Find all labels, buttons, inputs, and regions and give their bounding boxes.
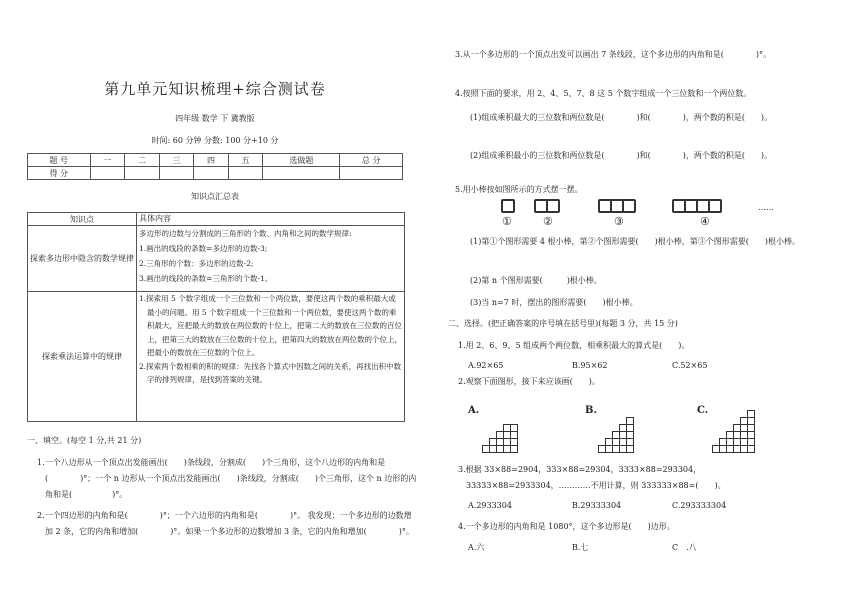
- stair-cell: [626, 431, 634, 439]
- stair-cell: [747, 410, 755, 418]
- page-title: 第九单元知识梳理+综合测试卷: [104, 80, 326, 98]
- stair-cell: [510, 438, 518, 446]
- score-header: 二: [125, 154, 160, 167]
- score-header: 总 分: [340, 154, 403, 167]
- choice-option[interactable]: A.2933304: [468, 501, 512, 510]
- score-header: 五: [228, 154, 263, 167]
- choice-option[interactable]: A.六: [468, 543, 485, 552]
- fill-question: 5.用小棒按如图所示的方式摆一摆。: [455, 185, 583, 194]
- figure-label: ③: [614, 215, 624, 228]
- stair-cell: [747, 424, 755, 432]
- stair-cell: [626, 438, 634, 446]
- figure-label: ①: [502, 215, 512, 228]
- score-cell[interactable]: [125, 167, 160, 180]
- knowledge-text: 2.探索两个数相乘的积的规律：先找各个算式中因数之间的关系，再找出积中数字的排列规律，是找到答案的关键。: [139, 361, 402, 384]
- choice-option[interactable]: B.95×62: [572, 361, 608, 370]
- score-header: 题 号: [28, 154, 91, 167]
- option-label-a[interactable]: A.: [468, 405, 480, 416]
- option-label-c[interactable]: C.: [697, 405, 709, 416]
- choice-option[interactable]: C.52×65: [672, 361, 708, 370]
- fill-question: 3.从一个多边形的一个顶点出发可以画出 7 条线段，这个多边形的内角和是( )°。: [455, 50, 772, 59]
- knowledge-topic: 探索乘法运算中的规律: [28, 292, 137, 422]
- knowledge-col-header: 具体内容: [137, 213, 405, 226]
- knowledge-topic: 探索多边形中隐含的数学规律: [28, 226, 137, 292]
- knowledge-line: 2.三角形的个数：多边形的边数-2;: [139, 259, 254, 268]
- section-choice-heading: 二、选择。(把正确答案的序号填在括号里)(每题 3 分，共 15 分): [448, 319, 678, 328]
- knowledge-col-header: 知识点: [28, 213, 137, 226]
- section-fill-heading: 一、填空。(每空 1 分,共 21 分): [27, 436, 142, 445]
- figure-label: ②: [543, 215, 553, 228]
- score-cell[interactable]: [263, 167, 340, 180]
- stair-cell: [747, 438, 755, 446]
- stair-cell: [626, 424, 634, 432]
- score-row-label: 得 分: [28, 167, 91, 180]
- choice-question: 1.用 2、6、9、5 组成两个两位数，相乘积最大的算式是( )。: [458, 341, 690, 350]
- score-cell[interactable]: [159, 167, 194, 180]
- stair-cell: [747, 417, 755, 425]
- choice-option[interactable]: B.29333304: [572, 501, 622, 510]
- knowledge-line: 3.画出的线段的条数=三角形的个数-1。: [139, 274, 273, 283]
- knowledge-table: [27, 212, 405, 422]
- choice-option[interactable]: C.293333304: [672, 501, 727, 510]
- fill-subquestion: (1)组成乘积最大的三位数和两位数是( )和( )，两个数的积是( )。: [470, 113, 773, 122]
- knowledge-table-title: 知识点汇总表: [191, 192, 239, 201]
- fill-subquestion: (2)第 n 个图形需要( )根小棒。: [470, 276, 602, 285]
- option-label-b[interactable]: B.: [585, 405, 597, 416]
- score-cell[interactable]: [90, 167, 125, 180]
- stair-cell: [747, 431, 755, 439]
- score-cell[interactable]: [228, 167, 263, 180]
- fill-subquestion: (2)组成乘积最小的三位数和两位数是( )和( )，两个数的积是( )。: [470, 151, 773, 160]
- score-cell[interactable]: [194, 167, 229, 180]
- score-cell[interactable]: [340, 167, 403, 180]
- fill-question: 4.按照下面的要求，用 2、4、5、7、8 这 5 个数字组成一个三位数和一个两位数。: [455, 89, 752, 98]
- score-header: 三: [159, 154, 194, 167]
- choice-question: 4.一个多边形的内角和是 1080°，这个多边形是( )边形。: [458, 522, 675, 531]
- stair-cell: [510, 445, 518, 453]
- subtitle: 四年级 数学 下 冀教版: [175, 114, 255, 123]
- score-header: 四: [194, 154, 229, 167]
- ellipsis: ……: [758, 203, 774, 212]
- fill-subquestion: (1)第①个图形需要 4 根小棒，第②个图形需要( )根小棒，第③个图形需要( )根小棒。: [470, 237, 800, 246]
- knowledge-line: 1.画出的线段的条数=多边形的边数-3;: [139, 244, 268, 253]
- fill-question: 1.一个八边形从一个顶点出发能画出( )条线段，分割成( )个三角形，这个八边形的内角和是( )°；一个 n 边形从一个顶点出发能画出( )条线段，分割成( )个三角形，这个 n 边形的内角和是( )°。: [37, 458, 417, 499]
- stair-cell: [747, 445, 755, 453]
- knowledge-line: 多边形的边数与分割成的三角形的个数、内角和之间的数学规律:: [139, 229, 352, 238]
- fill-subquestion: (3)当 n=7 时，摆出的图形需要( )根小棒。: [470, 298, 638, 307]
- score-header: 选做题: [263, 154, 340, 167]
- score-header: 一: [90, 154, 125, 167]
- choice-question: 2.观察下面图形，接下来应该画( )。: [458, 377, 600, 386]
- choice-option[interactable]: B.七: [572, 543, 589, 552]
- stair-cell: [626, 417, 634, 425]
- stair-cell: [510, 424, 518, 432]
- score-table: [27, 153, 403, 180]
- fill-question: 2.一个四边形的内角和是( )°；一个六边形的内角和是( )°。 我发现：一个多边形的边数增加 2 条，它的内角和增加( )°。如果一个多边形的边数增加 3 条，它的内角和增加( )°。: [37, 511, 414, 536]
- choice-option[interactable]: A.92×65: [468, 361, 504, 370]
- stair-cell: [510, 431, 518, 439]
- choice-question: 3.根据 33×88=2904，333×88=29304，3333×88=293304，33333×88=2933304，…………不用计算，则 333333×88=( )。: [458, 465, 726, 490]
- choice-option[interactable]: C .八: [672, 543, 697, 552]
- time-score-line: 时间: 60 分钟 分数: 100 分+10 分: [151, 136, 279, 145]
- knowledge-text: 1.探索用 5 个数字组成一个三位数和一个两位数，要使这两个数的乘积最大或最小的问题。用 5 个数字组成一个三位数和一个两位数，要使这两个数的乘积最大，应把最大的数放在两位数的十位上，把第二大的数放在三位数的百位上，把第三大的数放在三位数的十位上，把第四大的数放在两位数的个位上，把最小的数放在三位数的个位上。: [139, 294, 402, 357]
- figure-label: ④: [700, 215, 710, 228]
- stair-cell: [626, 445, 634, 453]
